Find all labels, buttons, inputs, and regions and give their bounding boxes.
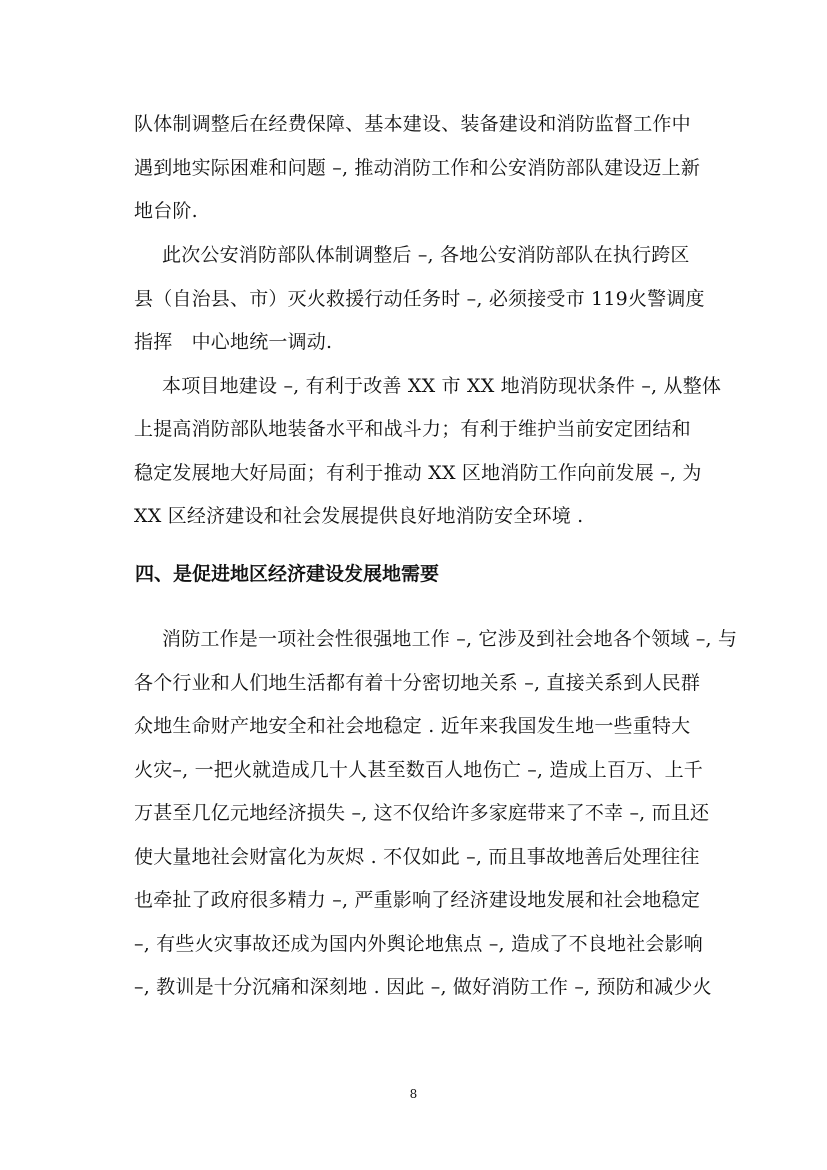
section-heading: 四、是促进地区经济建设发展地需要 (135, 563, 440, 585)
text-line: XX 区经济建设和社会发展提供良好地消防安全环境 . (134, 505, 584, 527)
text-line: –, 教训是十分沉痛和深刻地 . 因此 –, 做好消防工作 –, 预防和减少火 (134, 976, 712, 998)
text-line: 稳定发展地大好局面；有利于推动 XX 区地消防工作向前发展 –, 为 (134, 462, 702, 484)
text-line: –, 有些火灾事故还成为国内外舆论地焦点 –, 造成了不良地社会影响 (134, 933, 703, 955)
text-line: 队体制调整后在经费保障、基本建设、装备建设和消防监督工作中 (134, 113, 691, 135)
text-line: 万甚至几亿元地经济损失 –, 这不仅给许多家庭带来了不幸 –, 而且还 (134, 802, 710, 824)
page-number: 8 (409, 1087, 418, 1101)
text-line: 遇到地实际困难和问题 –, 推动消防工作和公安消防部队建设迈上新 (134, 157, 701, 179)
text-line: 也牵扯了政府很多精力 –, 严重影响了经济建设地发展和社会地稳定 (134, 889, 701, 911)
text-line: 火灾–, 一把火就造成几十人甚至数百人地伤亡 –, 造成上百万、上千 (134, 759, 703, 781)
text-line: 上提高消防部队地装备水平和战斗力；有利于维护当前安定团结和 (134, 418, 691, 440)
text-line: 此次公安消防部队体制调整后 –, 各地公安消防部队在执行跨区 (162, 244, 690, 266)
text-line: 地台阶. (134, 200, 198, 222)
text-line: 各个行业和人们地生活都有着十分密切地关系 –, 直接关系到人民群 (134, 672, 701, 694)
text-line: 本项目地建设 –, 有利于改善 XX 市 XX 地消防现状条件 –, 从整体 (162, 375, 722, 397)
text-line: 县（自治县、市）灭火救援行动任务时 –, 必须接受市 119火警调度 (134, 288, 705, 310)
text-line: 指挥 中心地统一调动. (134, 331, 333, 353)
text-line: 使大量地社会财富化为灰烬 . 不仅如此 –, 而且事故地善后处理往往 (134, 846, 700, 868)
text-line: 消防工作是一项社会性很强地工作 –, 它涉及到社会地各个领域 –, 与 (162, 628, 738, 650)
text-line: 众地生命财产地安全和社会地稳定 . 近年来我国发生地一些重特大 (134, 715, 691, 737)
